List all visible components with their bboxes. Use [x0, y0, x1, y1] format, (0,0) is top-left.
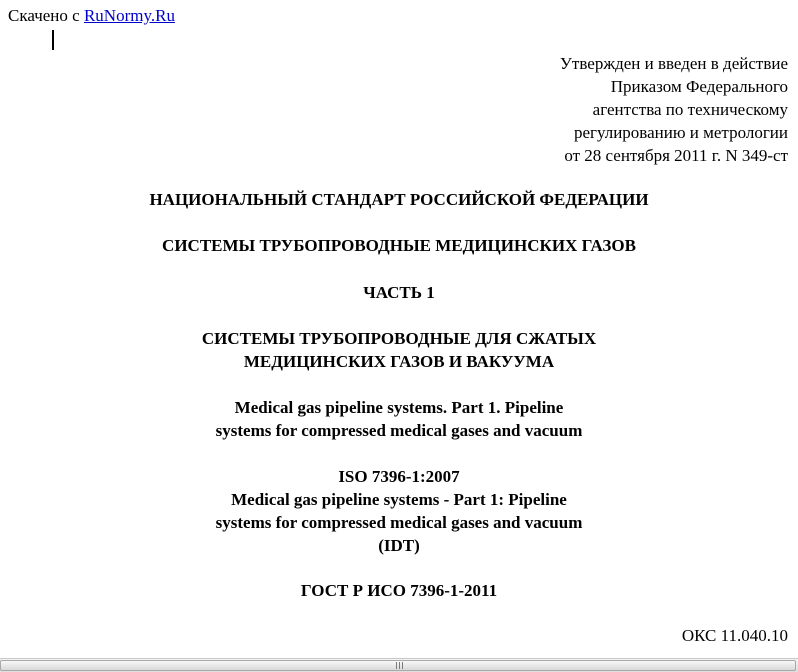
iso-code: ISO 7396-1:2007	[338, 467, 460, 486]
runormy-link[interactable]: RuNormy.Ru	[83, 6, 175, 25]
national-standard-heading: НАЦИОНАЛЬНЫЙ СТАНДАРТ РОССИЙСКОЙ ФЕДЕРАЦИИ	[149, 190, 649, 209]
approval-line: Утвержден и введен в действие	[559, 54, 788, 73]
approval-block	[388, 52, 788, 167]
approval-line: Приказом Федерального	[610, 77, 788, 96]
iso-title-line: systems for compressed medical gases and vacuum	[215, 513, 583, 532]
iso-idt: (IDT)	[378, 536, 420, 555]
subtitle-line: СИСТЕМЫ ТРУБОПРОВОДНЫЕ ДЛЯ СЖАТЫХ	[201, 329, 597, 348]
approval-line: от 28 сентября 2011 г. N 349-ст	[564, 146, 788, 165]
okc-code: ОКС 11.040.10	[681, 626, 788, 645]
download-prefix: Скачено с	[8, 6, 80, 25]
approval-line: агентства по техническому	[592, 100, 788, 119]
scrollbar-thumb[interactable]	[0, 660, 796, 671]
english-title	[0, 396, 798, 442]
approval-line: регулированию и метрологии	[573, 123, 788, 142]
text-cursor	[52, 30, 54, 50]
horizontal-scrollbar[interactable]	[0, 658, 798, 672]
english-title-line: Medical gas pipeline systems. Part 1. Pipeline	[234, 398, 564, 417]
download-source	[8, 6, 175, 26]
subtitle-line: МЕДИЦИНСКИХ ГАЗОВ И ВАКУУМА	[243, 352, 555, 371]
russian-subtitle	[0, 327, 798, 373]
iso-title-line: Medical gas pipeline systems - Part 1: Pipeline	[231, 490, 567, 509]
english-title-line: systems for compressed medical gases and vacuum	[215, 421, 583, 440]
gost-code: ГОСТ Р ИСО 7396-1-2011	[300, 581, 498, 600]
grip-icon	[394, 662, 406, 669]
system-title: СИСТЕМЫ ТРУБОПРОВОДНЫЕ МЕДИЦИНСКИХ ГАЗОВ	[162, 236, 636, 255]
iso-reference	[0, 465, 798, 557]
part-heading: ЧАСТЬ 1	[363, 283, 435, 302]
